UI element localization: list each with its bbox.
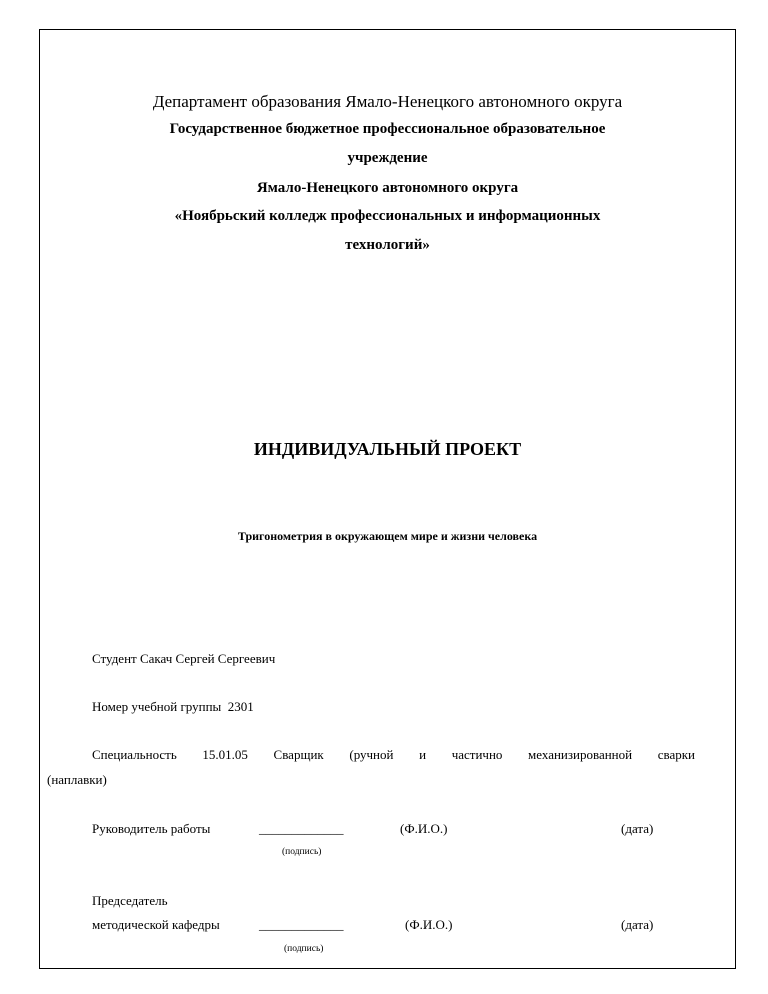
chair-signature-line: _____________ — [259, 917, 344, 932]
document-title: ИНДИВИДУАЛЬНЫЙ ПРОЕКТ — [253, 439, 522, 459]
institution-line-3: Ямало-Ненецкого автономного округа — [256, 180, 519, 196]
specialty-word: сварки — [657, 747, 695, 762]
chair-label-line2: методической кафедры — [92, 917, 220, 932]
student-name: Студент Сакач Сергей Сергеевич — [92, 651, 276, 666]
specialty-word: 15.01.05 — [202, 747, 248, 762]
specialty-word: Сварщик — [273, 747, 324, 762]
specialty-line — [92, 747, 695, 763]
chair-date: (дата) — [621, 917, 654, 932]
project-theme: Тригонометрия в окружающем мире и жизни человека — [237, 529, 538, 543]
group-label: Номер учебной группы — [92, 699, 222, 714]
institution-line-4: «Ноябрьский колледж профессиональных и информационных — [174, 208, 601, 224]
specialty-word: (ручной — [349, 747, 394, 762]
specialty-word: Специальность — [92, 747, 177, 762]
specialty-word: частично — [451, 747, 503, 762]
group-value: 2301 — [227, 699, 254, 714]
chair-label-line1: Председатель — [92, 893, 168, 908]
department-name: Департамент образования Ямало-Ненецкого автономного округа — [152, 92, 623, 111]
supervisor-signature-caption: (подпись) — [282, 847, 322, 857]
supervisor-fio: (Ф.И.О.) — [400, 821, 448, 836]
chair-signature-caption: (подпись) — [284, 944, 324, 954]
institution-line-2: учреждение — [347, 150, 428, 166]
chair-fio: (Ф.И.О.) — [405, 917, 453, 932]
specialty-word: механизированной — [528, 747, 633, 762]
institution-line-1: Государственное бюджетное профессиональное образовательное — [169, 121, 606, 137]
supervisor-signature-line: _____________ — [259, 821, 344, 836]
supervisor-label: Руководитель работы — [92, 821, 211, 836]
group-number — [92, 699, 254, 715]
institution-line-5: технологий» — [345, 237, 430, 253]
supervisor-date: (дата) — [621, 821, 654, 836]
specialty-word: и — [419, 747, 427, 762]
specialty-continuation: (наплавки) — [47, 772, 107, 787]
